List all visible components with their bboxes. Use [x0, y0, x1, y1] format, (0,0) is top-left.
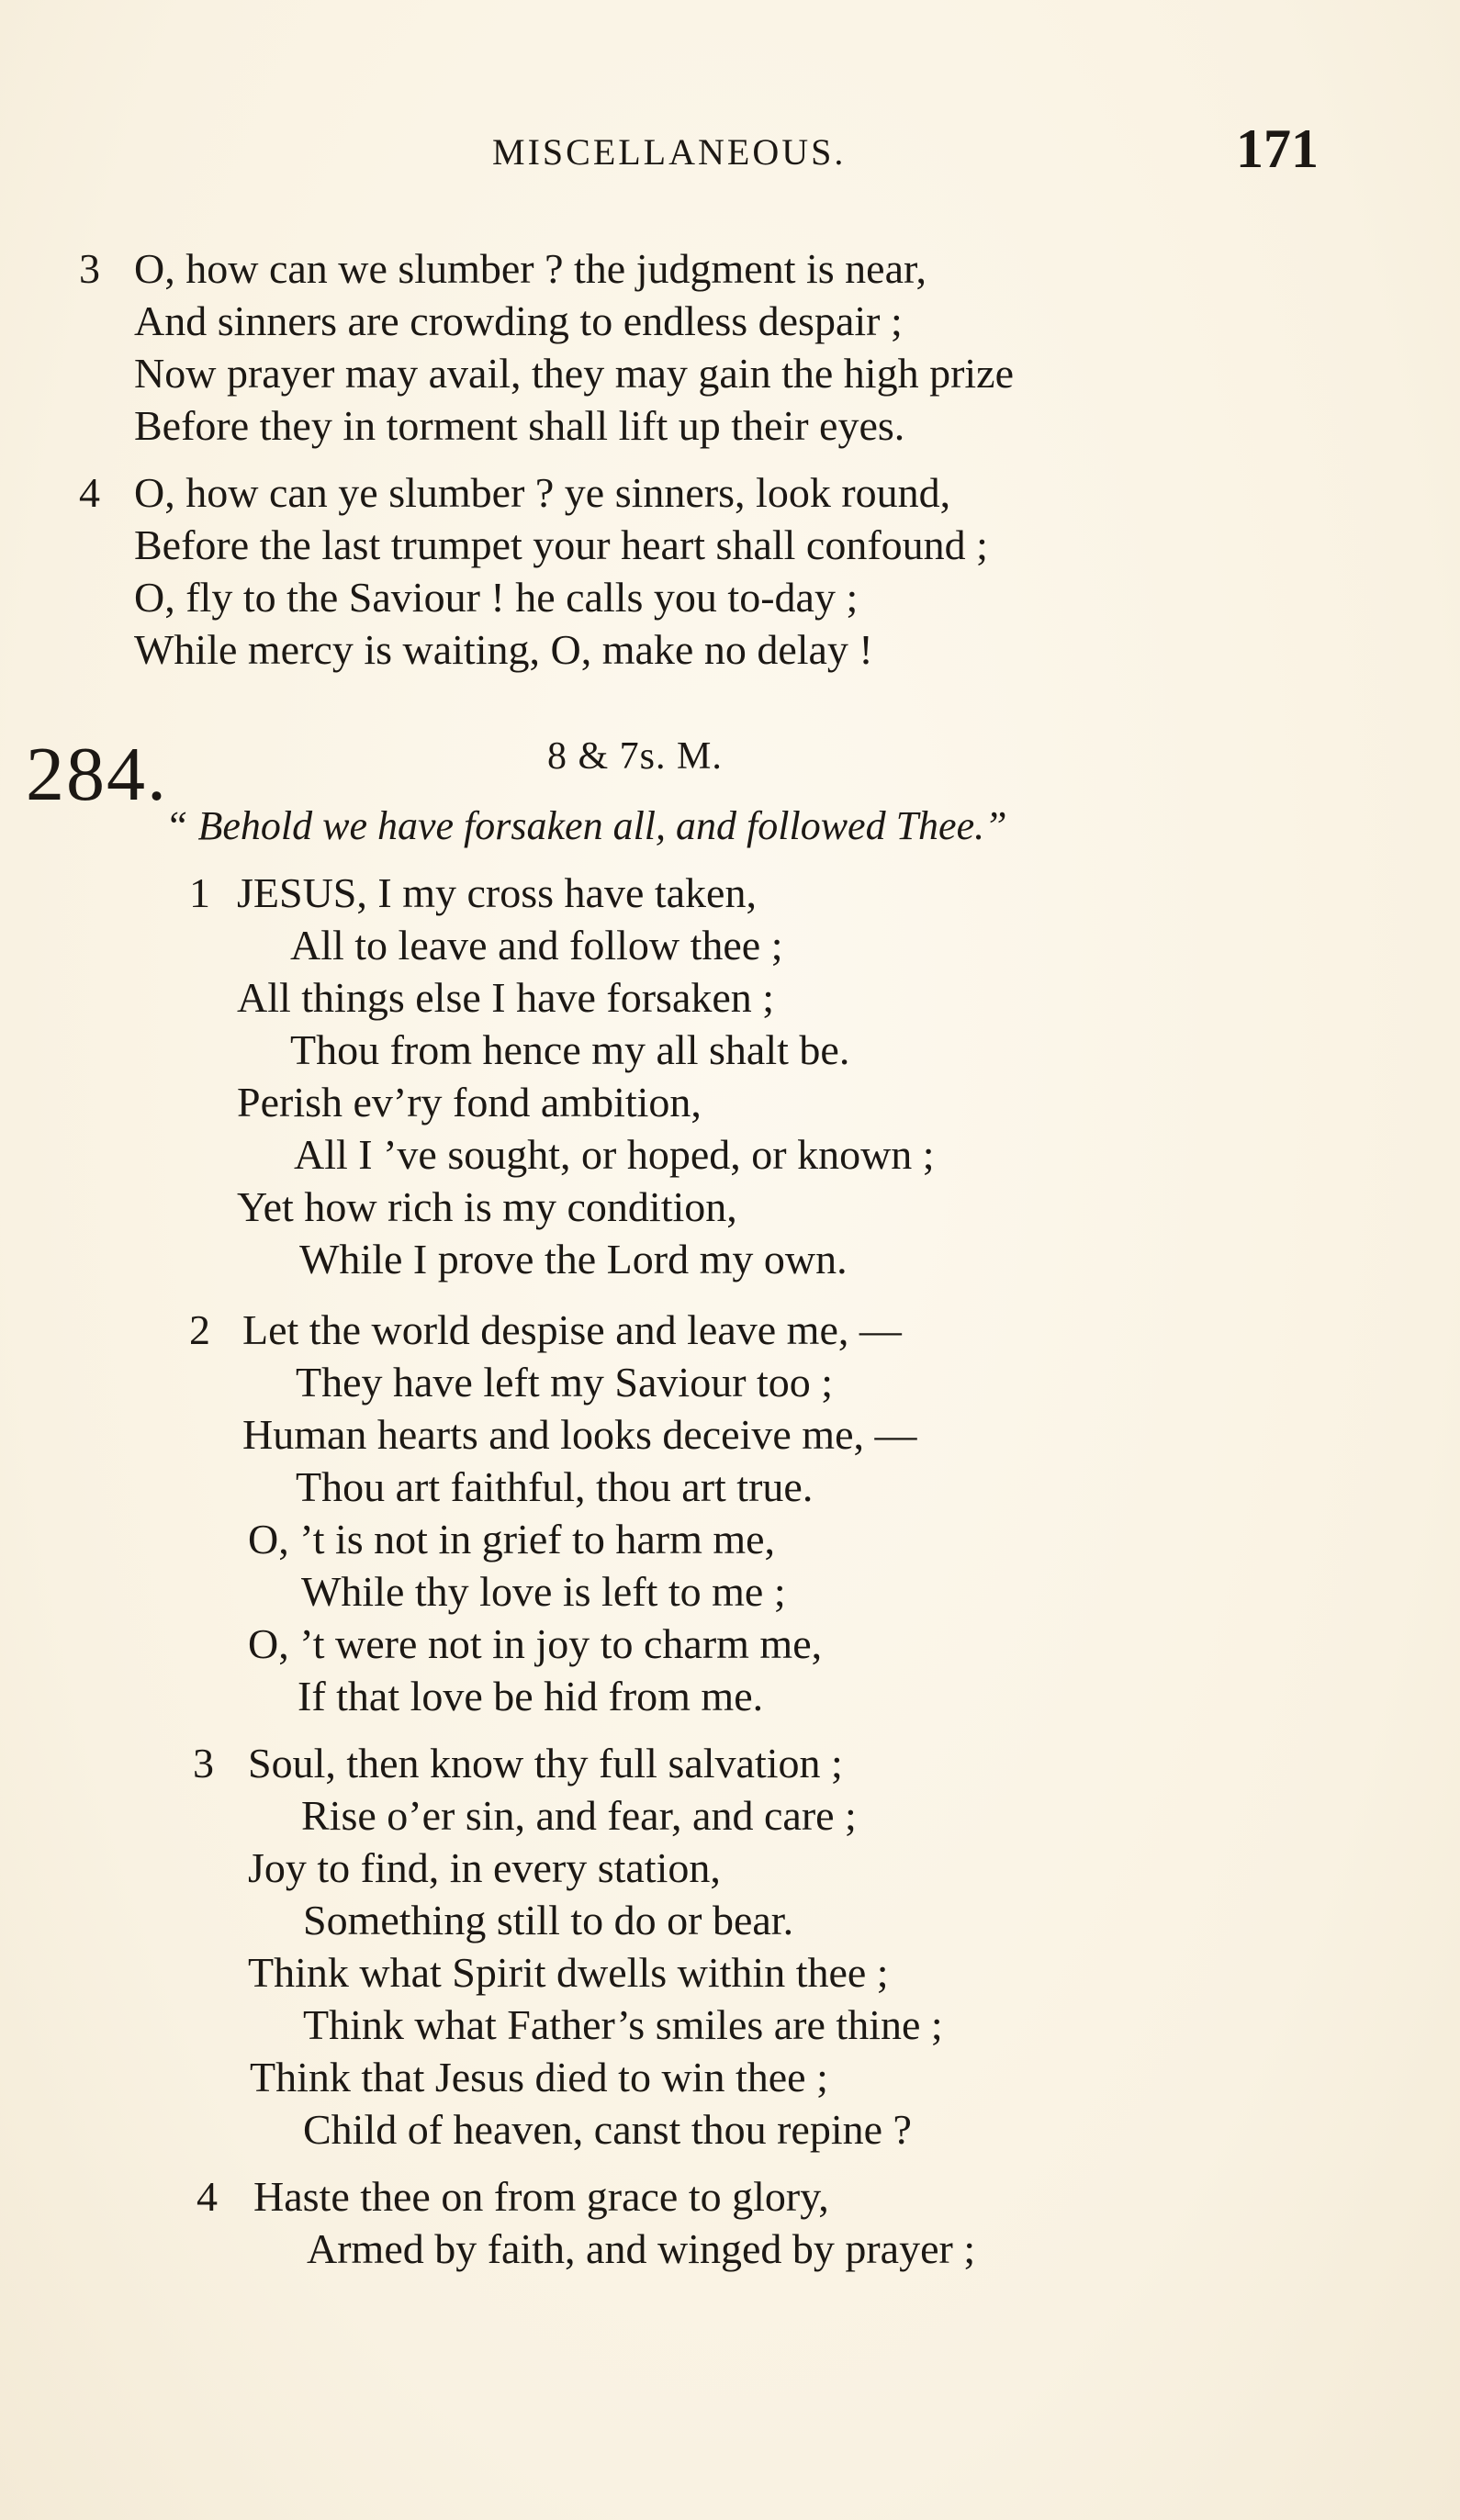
verse-line: Thou art faithful, thou art true.	[296, 1463, 814, 1510]
verse-line: And sinners are crowding to endless despair ;	[134, 297, 903, 344]
verse-line: JESUS, I my cross have taken,	[237, 869, 757, 916]
verse-line: While thy love is left to me ;	[301, 1568, 786, 1615]
stanza-number: 4	[79, 469, 100, 516]
stanza-number: 2	[189, 1306, 210, 1353]
verse-line: O, ’t were not in joy to charm me,	[248, 1620, 823, 1667]
verse-line: Armed by faith, and winged by prayer ;	[307, 2225, 976, 2272]
verse-line: Child of heaven, canst thou repine ?	[303, 2106, 912, 2153]
hymn-number: 284.	[26, 732, 168, 817]
verse-line: Let the world despise and leave me, —	[242, 1306, 902, 1353]
verse-line: Perish ev’ry fond ambition,	[237, 1079, 702, 1126]
verse-line: All to leave and follow thee ;	[290, 922, 783, 969]
verse-line: If that love be hid from me.	[298, 1673, 764, 1719]
hymn-motto: “ Behold we have forsaken all, and followed Thee.”	[165, 803, 1007, 848]
verse-line: Something still to do or bear.	[303, 1897, 794, 1943]
verse-line: They have left my Saviour too ;	[296, 1359, 834, 1406]
stanza-number: 1	[189, 869, 210, 916]
verse-line: Before the last trumpet your heart shall confound ;	[134, 521, 988, 568]
verse-line: While I prove the Lord my own.	[299, 1236, 848, 1282]
verse-line: Rise o’er sin, and fear, and care ;	[301, 1792, 857, 1839]
verse-line: Haste thee on from grace to glory,	[253, 2173, 829, 2220]
verse-line: Soul, then know thy full salvation ;	[248, 1740, 843, 1786]
page-number: 171	[1236, 118, 1319, 179]
verse-line: Before they in torment shall lift up their eyes.	[134, 402, 905, 449]
verse-line: O, fly to the Saviour ! he calls you to-day ;	[134, 574, 859, 621]
verse-line: Thou from hence my all shalt be.	[290, 1026, 850, 1073]
stanza-number: 4	[197, 2173, 218, 2220]
verse-line: All things else I have forsaken ;	[237, 974, 775, 1021]
verse-line: Human hearts and looks deceive me, —	[242, 1411, 917, 1458]
verse-line: Think that Jesus died to win thee ;	[250, 2054, 828, 2100]
verse-line: Joy to find, in every station,	[248, 1844, 721, 1891]
verse-line: All I ’ve sought, or hoped, or known ;	[294, 1131, 935, 1178]
verse-line: O, how can we slumber ? the judgment is near,	[134, 245, 927, 292]
verse-line: Now prayer may avail, they may gain the high prize	[134, 350, 1015, 397]
stanza-number: 3	[193, 1740, 214, 1786]
verse-line: While mercy is waiting, O, make no delay !	[134, 626, 873, 673]
verse-line: Yet how rich is my condition,	[237, 1183, 737, 1230]
stanza-number: 3	[79, 245, 100, 292]
verse-line: O, how can ye slumber ? ye sinners, look round,	[134, 469, 951, 516]
verse-line: Think what Spirit dwells within thee ;	[248, 1949, 889, 1996]
running-head: MISCELLANEOUS.	[492, 131, 847, 173]
verse-line: O, ’t is not in grief to harm me,	[248, 1516, 776, 1562]
verse-line: Think what Father’s smiles are thine ;	[303, 2001, 943, 2048]
hymn-meter: 8 & 7s. M.	[547, 735, 723, 778]
